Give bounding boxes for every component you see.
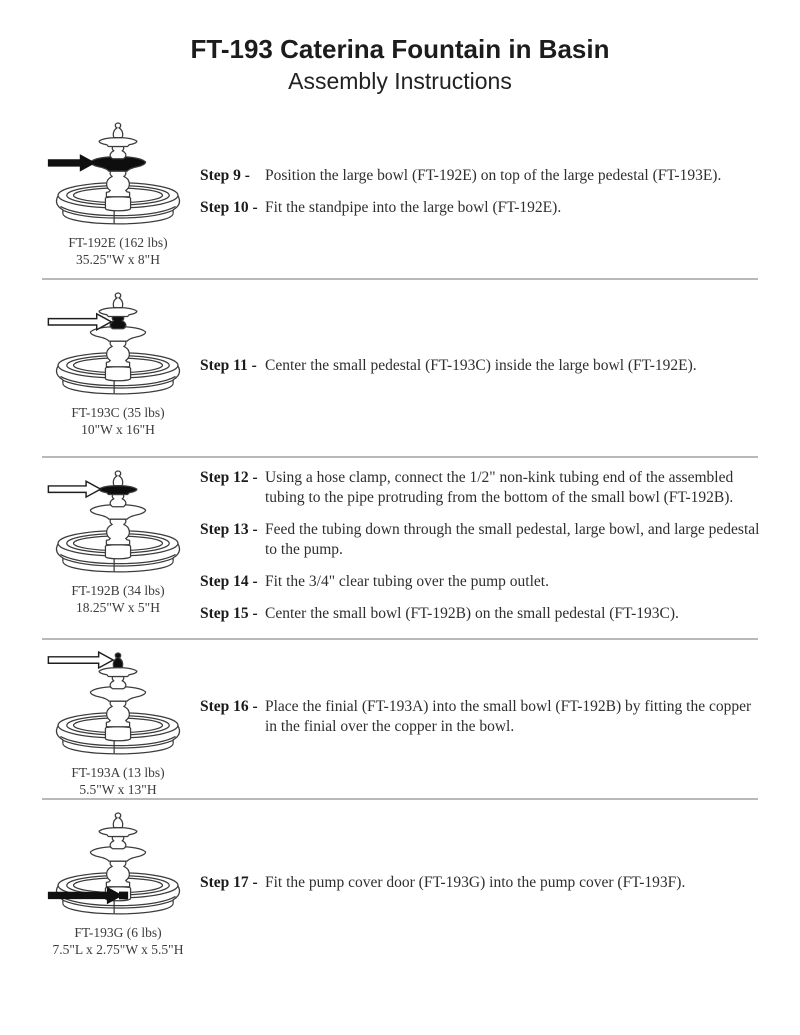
step-text: Fit the standpipe into the large bowl (FT-192E). [265, 199, 562, 216]
steps-column [200, 114, 760, 278]
step-text: Fit the pump cover door (FT-193G) into the pump cover (FT-193F). [265, 874, 686, 891]
step-label: Step 13 - [200, 521, 258, 538]
figure-column [36, 114, 200, 278]
assembly-section [0, 110, 800, 278]
step-text: Using a hose clamp, connect the 1/2" non-kink tubing end of the assembled tubing to the pipe protruding from the bottom of the small bowl (FT-192B). [265, 469, 734, 506]
fountain-part-pump-cover [105, 727, 130, 741]
figure-dims-label: 35.25"W x 8"H [76, 252, 160, 267]
page-subtitle: Assembly Instructions [288, 68, 512, 94]
step-text: Center the small bowl (FT-192B) on the small pedestal (FT-193C). [265, 605, 679, 622]
assembly-section [0, 280, 800, 456]
fountain-diagram [43, 116, 193, 234]
pointer-arrow-icon [48, 155, 94, 171]
figure-part-label: FT-193C (35 lbs) [71, 405, 165, 420]
figure-column [36, 284, 200, 456]
figure-part-label: FT-192E (162 lbs) [68, 235, 168, 250]
step-row [200, 572, 760, 592]
fountain-part-small-bowl [99, 828, 137, 837]
page-title: FT-193 Caterina Fountain in Basin [190, 34, 610, 64]
step-text: Fit the 3/4" clear tubing over the pump outlet. [265, 573, 549, 590]
figure-part-label: FT-193A (13 lbs) [71, 765, 165, 780]
step-label: Step 15 - [200, 605, 258, 622]
assembly-section [0, 458, 800, 638]
pointer-arrow-icon [48, 652, 113, 668]
step-label: Step 12 - [200, 469, 258, 486]
step-text: Position the large bowl (FT-192E) on top of the large pedestal (FT-193E). [265, 167, 722, 184]
assembly-section [0, 640, 800, 798]
figure-part-label: FT-193G (6 lbs) [74, 925, 162, 940]
fountain-part-small-pedestal [110, 316, 126, 328]
step-row [200, 198, 760, 218]
step-label: Step 11 - [200, 357, 257, 374]
step-label: Step 14 - [200, 573, 258, 590]
fountain-part-finial [113, 471, 122, 486]
steps-column [200, 462, 760, 638]
fountain-part-small-pedestal [110, 146, 126, 158]
figure-dims-label: 10"W x 16"H [81, 422, 155, 437]
fountain-part-pump-cover [105, 545, 130, 559]
fountain-diagram [43, 464, 193, 582]
figure-column [36, 804, 200, 970]
fountain-diagram [43, 286, 193, 404]
step-row [200, 697, 760, 737]
fountain-part-finial [113, 813, 122, 828]
step-row [200, 520, 760, 560]
step-row [200, 166, 760, 186]
step-label: Step 10 - [200, 199, 258, 216]
step-row [200, 873, 760, 893]
steps-column [200, 284, 760, 456]
fountain-part-small-pedestal [110, 836, 126, 848]
fountain-diagram [43, 646, 193, 764]
fountain-part-pump-cover [105, 197, 130, 211]
fountain-diagram [43, 806, 193, 924]
sections [0, 110, 800, 970]
fountain-part-small-pedestal [110, 494, 126, 506]
figure-column [36, 462, 200, 638]
figure-column [36, 644, 200, 798]
fountain-part-small-pedestal [110, 676, 126, 688]
fountain-part-finial [113, 293, 122, 308]
document-header [0, 0, 800, 96]
steps-column [200, 644, 760, 798]
fountain-part-large-pedestal [106, 341, 129, 367]
step-text: Place the finial (FT-193A) into the small bowl (FT-192B) by fitting the copper in the finial over the copper in the bowl. [265, 698, 752, 735]
fountain-part-small-bowl [99, 138, 137, 147]
fountain-part-large-pedestal [106, 519, 129, 545]
pointer-arrow-icon [48, 314, 111, 330]
assembly-section [0, 800, 800, 970]
fountain-part-large-pedestal [106, 701, 129, 727]
figure-dims-label: 18.25"W x 5"H [76, 600, 160, 615]
figure-part-label: FT-192B (34 lbs) [71, 583, 165, 598]
step-row [200, 468, 760, 508]
step-label: Step 9 - [200, 167, 250, 184]
step-text: Feed the tubing down through the small pedestal, large bowl, and large pedestal to the pump. [265, 521, 760, 558]
step-label: Step 17 - [200, 874, 258, 891]
step-row [200, 356, 760, 376]
fountain-part-small-bowl [99, 308, 137, 317]
fountain-part-finial [113, 653, 122, 668]
step-row [200, 604, 760, 624]
fountain-part-pump-cover [105, 367, 130, 381]
steps-column [200, 804, 760, 970]
figure-dims-label: 7.5"L x 2.75"W x 5.5"H [52, 942, 184, 957]
step-label: Step 16 - [200, 698, 258, 715]
fountain-part-small-bowl [99, 486, 137, 495]
figure-dims-label: 5.5"W x 13"H [79, 782, 157, 797]
step-text: Center the small pedestal (FT-193C) inside the large bowl (FT-192E). [265, 357, 697, 374]
fountain-part-large-pedestal [106, 861, 129, 887]
fountain-part-finial [113, 123, 122, 138]
fountain-part-large-pedestal [106, 171, 129, 197]
fountain-part-small-bowl [99, 668, 137, 677]
pointer-arrow-icon [48, 481, 100, 497]
